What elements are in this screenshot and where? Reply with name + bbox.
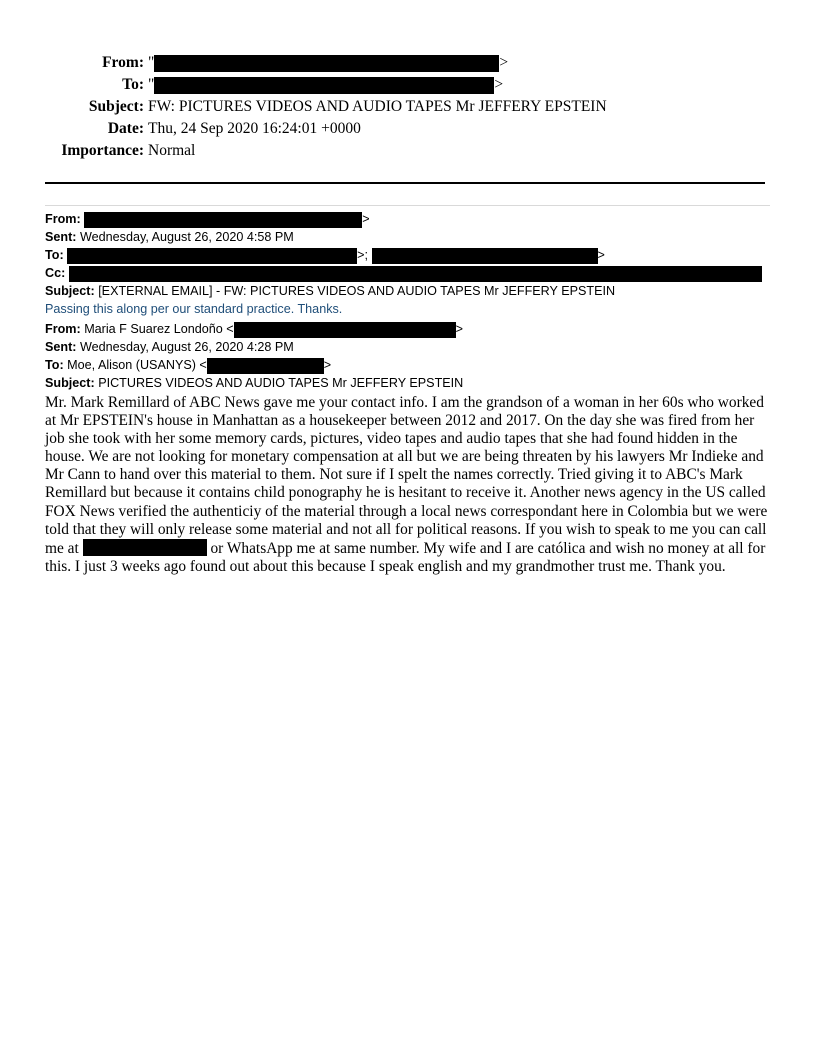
header-from-label: From: xyxy=(102,54,144,71)
header-importance-row xyxy=(0,141,816,161)
header-date-row xyxy=(0,119,816,139)
fw2-from-label: From: xyxy=(45,322,81,336)
redaction-block xyxy=(67,248,357,264)
fw1-note: Passing this along per our standard practice. Thanks. xyxy=(45,302,343,316)
header-importance-value: Normal xyxy=(148,142,196,159)
header-subject-label: Subject: xyxy=(88,98,144,115)
header-divider xyxy=(45,182,765,184)
fw2-to-bracket: > xyxy=(323,358,332,372)
header-date-value: Thu, 24 Sep 2020 16:24:01 +0000 xyxy=(148,120,361,137)
header-to-bracket: > xyxy=(494,76,504,93)
forward-divider xyxy=(45,205,770,206)
fw2-to-row xyxy=(45,356,331,374)
fw1-cc-row xyxy=(45,264,762,282)
fw1-sent-row xyxy=(45,228,294,246)
message-body xyxy=(45,394,775,576)
fw2-to-value: Moe, Alison (USANYS) < xyxy=(67,358,207,372)
fw2-from-bracket: > xyxy=(455,322,464,336)
fw1-subject-value: [EXTERNAL EMAIL] - FW: PICTURES VIDEOS AND AUDIO TAPES Mr JEFFERY EPSTEIN xyxy=(98,284,616,298)
redaction-block xyxy=(83,539,207,556)
header-date-label: Date: xyxy=(107,120,144,137)
message-body-part2: or WhatsApp me at same number. My wife and I are católica and wish no money at all for this. I just 3 weeks ago found out about this because I speak english and my grandmother trust me. Thank you. xyxy=(45,539,766,575)
redaction-block xyxy=(154,55,499,72)
header-from-bracket: > xyxy=(499,54,509,71)
header-importance-label: Importance: xyxy=(61,142,144,159)
fw2-from-row xyxy=(45,320,463,338)
redaction-block xyxy=(372,248,598,264)
fw1-subject-label: Subject: xyxy=(45,284,95,298)
header-subject-row xyxy=(0,97,816,117)
fw1-subject-row xyxy=(45,282,615,300)
message-body-part1: Mr. Mark Remillard of ABC News gave me your contact info. I am the grandson of a woman in her 60s who worked at Mr EPSTEIN's house in Manhattan as a housekeeper between 2012 and 2017. On the day she was fired from her job she took with her some memory cards, pictures, video tapes and audio tapes that she had found hidden in the house. We are not looking for monetary compensation at all but we are being threaten by his lawyers Mr Indieke and Mr Cann to hand over this material to them. Not sure if I spelt the names correctly. Tried giving it to ABC's Mark Remillard but because it contains child ponography he is hesitant to receive it. Another news agency in the US called FOX News verified the authenticiy of the material through a local news correspondant here in Colombia but we were told that they will only release some material and not all for political reasons. If you wish to speak to me you can call me at xyxy=(45,394,768,557)
redaction-block xyxy=(234,322,456,338)
fw1-from-label: From: xyxy=(45,212,81,226)
header-to-label: To: xyxy=(122,76,144,93)
header-from-row xyxy=(0,53,816,73)
fw2-subject-value: PICTURES VIDEOS AND AUDIO TAPES Mr JEFFERY EPSTEIN xyxy=(98,376,464,390)
header-subject-value: FW: PICTURES VIDEOS AND AUDIO TAPES Mr JEFFERY EPSTEIN xyxy=(148,98,607,115)
fw2-sent-row xyxy=(45,338,294,356)
header-from-value xyxy=(148,53,508,73)
fw1-from-bracket: > xyxy=(362,212,370,226)
fw2-to-label: To: xyxy=(45,358,64,372)
header-to-row xyxy=(0,75,816,95)
redaction-block xyxy=(69,266,762,282)
fw2-subject-label: Subject: xyxy=(45,376,95,390)
header-from-quote: " xyxy=(148,54,155,71)
redaction-block xyxy=(154,77,494,94)
fw1-sent-value: Wednesday, August 26, 2020 4:58 PM xyxy=(79,230,294,244)
header-to-quote: " xyxy=(148,76,155,93)
redaction-block xyxy=(207,358,324,374)
fw1-to-row xyxy=(45,246,605,264)
fw1-to-label: To: xyxy=(45,248,64,262)
fw2-sent-label: Sent: xyxy=(45,340,77,354)
header-to-value xyxy=(148,75,503,95)
redaction-block xyxy=(84,212,362,228)
fw1-to-separator: >; xyxy=(357,248,369,262)
fw1-to-bracket: > xyxy=(597,248,605,262)
fw1-from-row xyxy=(45,210,370,228)
fw1-cc-label: Cc: xyxy=(45,266,66,280)
fw2-from-value: Maria F Suarez Londoño < xyxy=(84,322,234,336)
fw2-sent-value: Wednesday, August 26, 2020 4:28 PM xyxy=(79,340,294,354)
fw1-sent-label: Sent: xyxy=(45,230,77,244)
fw2-subject-row xyxy=(45,374,463,392)
